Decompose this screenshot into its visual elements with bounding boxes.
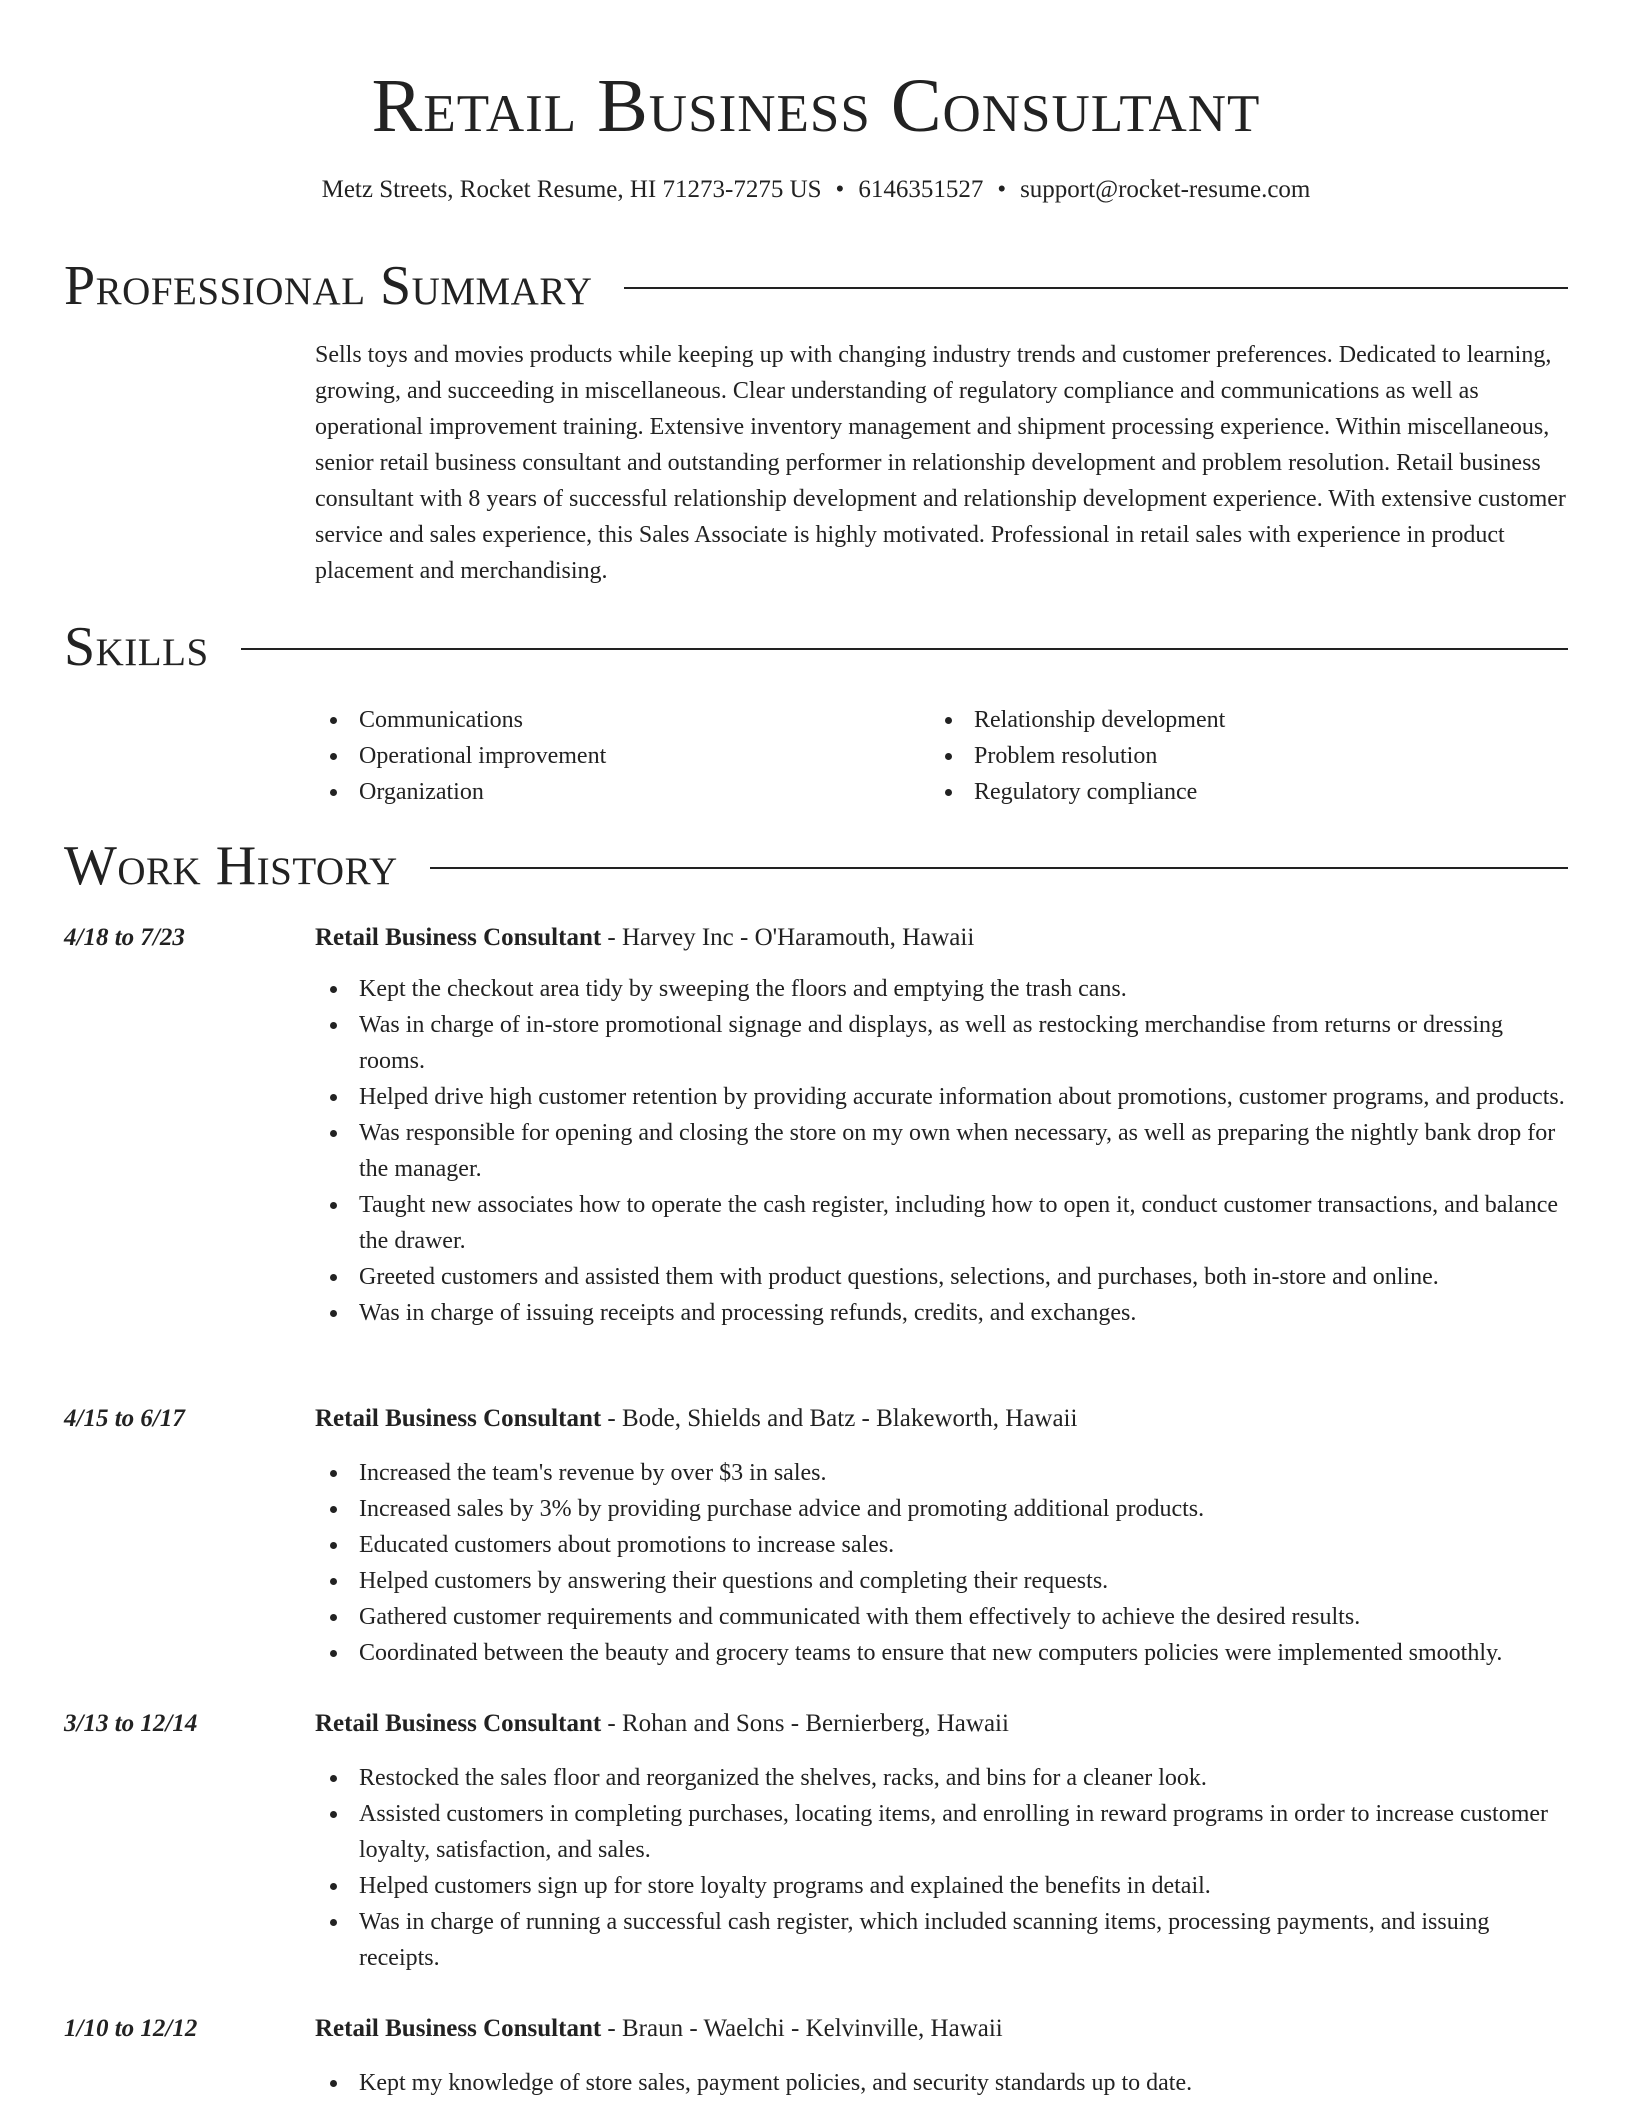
job-bullet: Greeted customers and assisted them with product questions, selections, and purchases, both in-store and online. xyxy=(315,1259,1570,1295)
summary-section-title: Professional Summary xyxy=(64,255,593,317)
summary-text: Sells toys and movies products while keeping up with changing industry trends and customer preferences. Dedicated to learning, growing, and succeeding in miscellaneous. Clear understanding of regulatory compliance and communications as well as operational improvement training. Extensive inventory management and shipment processing experience. Within miscellaneous, senior retail business consultant and outstanding performer in relationship development and problem resolution. Retail business consultant with 8 years of successful relationship development and relationship development experience. With extensive customer service and sales experience, this Sales Associate is highly motivated. Professional in retail sales with experience in product placement and merchandising. xyxy=(315,342,1566,584)
summary-section-header xyxy=(64,254,1568,318)
job-heading xyxy=(315,1706,1009,1742)
skill-item: Operational improvement xyxy=(315,738,606,774)
skills-section-header xyxy=(64,615,1568,679)
job-heading xyxy=(315,1401,1077,1437)
contact-address: Metz Streets, Rocket Resume, HI 71273-7275 US xyxy=(321,176,822,203)
job-bullets xyxy=(315,971,1570,1331)
skill-item: Problem resolution xyxy=(930,738,1225,774)
job-bullets xyxy=(315,1455,1570,1671)
skill-item: Relationship development xyxy=(930,702,1225,738)
job-dates: 3/13 to 12/14 xyxy=(64,1710,198,1737)
skills-list-left xyxy=(315,702,606,810)
job-bullet: Was in charge of running a successful cash register, which included scanning items, processing payments, and issuing receipts. xyxy=(315,1904,1570,1976)
work-section-header xyxy=(64,834,1568,898)
job-details: - Braun - Waelchi - Kelvinville, Hawaii xyxy=(601,2015,1003,2042)
job-heading xyxy=(315,2011,1003,2047)
job-details: - Rohan and Sons - Bernierberg, Hawaii xyxy=(601,1710,1009,1737)
job-bullet: Coordinated between the beauty and grocery teams to ensure that new computers policies were implemented smoothly. xyxy=(315,1635,1570,1671)
job-role: Retail Business Consultant xyxy=(315,2015,602,2042)
resume-name: Retail Business Consultant xyxy=(371,64,1261,148)
contact-email: support@rocket-resume.com xyxy=(1020,176,1311,203)
section-divider xyxy=(430,867,1568,869)
job-role: Retail Business Consultant xyxy=(315,924,602,951)
skills-section-title: Skills xyxy=(64,616,209,678)
job-bullet: Taught new associates how to operate the cash register, including how to open it, conduct customer transactions, and balance the drawer. xyxy=(315,1187,1570,1259)
job-bullet: Gathered customer requirements and communicated with them effectively to achieve the desired results. xyxy=(315,1599,1570,1635)
job-bullet: Educated customers about promotions to increase sales. xyxy=(315,1527,1570,1563)
job-dates: 4/18 to 7/23 xyxy=(64,924,185,951)
job-role: Retail Business Consultant xyxy=(315,1710,602,1737)
job-details: - Harvey Inc - O'Haramouth, Hawaii xyxy=(601,924,975,951)
job-bullet: Assisted customers in completing purchases, locating items, and enrolling in reward programs in order to increase customer loyalty, satisfaction, and sales. xyxy=(315,1796,1570,1868)
job-dates: 1/10 to 12/12 xyxy=(64,2015,198,2042)
job-dates: 4/15 to 6/17 xyxy=(64,1405,185,1432)
job-bullet: Was responsible for opening and closing the store on my own when necessary, as well as preparing the nightly bank drop for the manager. xyxy=(315,1115,1570,1187)
contact-separator: • xyxy=(835,176,845,203)
job-details: - Bode, Shields and Batz - Blakeworth, Hawaii xyxy=(601,1405,1078,1432)
job-bullet: Kept the checkout area tidy by sweeping the floors and emptying the trash cans. xyxy=(315,971,1570,1007)
job-bullet: Helped customers sign up for store loyalty programs and explained the benefits in detail. xyxy=(315,1868,1570,1904)
contact-phone: 6146351527 xyxy=(858,176,984,203)
job-bullet: Increased the team's revenue by over $3 in sales. xyxy=(315,1455,1570,1491)
job-bullet: Restocked the sales floor and reorganized the shelves, racks, and bins for a cleaner look. xyxy=(315,1760,1570,1796)
skill-item: Regulatory compliance xyxy=(930,774,1225,810)
section-divider xyxy=(241,648,1568,650)
job-heading xyxy=(315,920,974,956)
job-bullet: Was in charge of in-store promotional signage and displays, as well as restocking merchandise from returns or dressing rooms. xyxy=(315,1007,1570,1079)
contact-line xyxy=(0,172,1632,208)
job-role: Retail Business Consultant xyxy=(315,1405,602,1432)
job-bullet: Increased sales by 3% by providing purchase advice and promoting additional products. xyxy=(315,1491,1570,1527)
job-bullet: Kept my knowledge of store sales, payment policies, and security standards up to date. xyxy=(315,2065,1570,2101)
job-bullet: Helped drive high customer retention by providing accurate information about promotions, customer programs, and products. xyxy=(315,1079,1570,1115)
skills-list-right xyxy=(930,702,1225,810)
job-bullets xyxy=(315,2065,1570,2101)
skill-item: Organization xyxy=(315,774,606,810)
job-bullet: Was in charge of issuing receipts and processing refunds, credits, and exchanges. xyxy=(315,1295,1570,1331)
contact-separator: • xyxy=(997,176,1007,203)
section-divider xyxy=(624,287,1568,289)
job-bullets xyxy=(315,1760,1570,1976)
skill-item: Communications xyxy=(315,702,606,738)
job-bullet: Helped customers by answering their questions and completing their requests. xyxy=(315,1563,1570,1599)
work-section-title: Work History xyxy=(64,835,398,897)
